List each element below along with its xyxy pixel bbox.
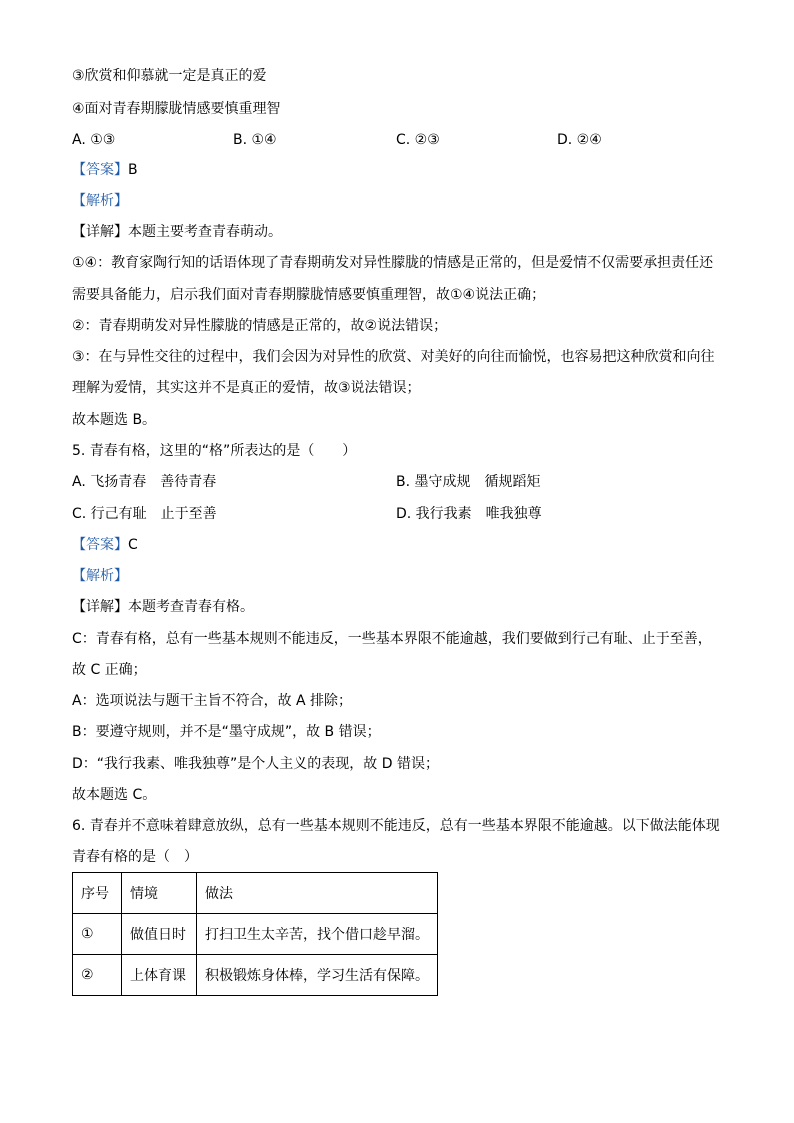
q5-stem: 5. 青春有格，这里的“格”所表达的是（ ） — [72, 443, 357, 459]
q5-explain-line: A：选项说法与题干主旨不符合，故 A 排除； — [72, 693, 353, 709]
table-header-row — [73, 873, 438, 914]
table-cell: 打扫卫生太辛苦，找个借口趁早溜。 — [197, 914, 438, 955]
q5-option-d: D. 我行我素 唯我独尊 — [396, 506, 542, 522]
q4-option-a: A. ①③ — [72, 132, 116, 148]
q4-explain-line: ③：在与异性交往的过程中，我们会因为对异性的欣赏、对美好的向往而愉悦，也容易把这种欣赏和向往 — [72, 349, 715, 365]
answer-label: 【答案】 — [72, 162, 128, 178]
statement-3: ③欣赏和仰慕就一定是真正的爱 — [72, 68, 267, 84]
q4-option-b: B. ①④ — [233, 132, 277, 148]
q5-option-b: B. 墨守成规 循规蹈矩 — [396, 474, 541, 490]
answer-value: C — [128, 537, 138, 553]
q5-explain-line: C：青春有格，总有一些基本规则不能违反，一些基本界限不能逾越，我们要做到行己有耻、止于至善， — [72, 631, 712, 647]
table-cell: ① — [73, 914, 122, 955]
q5-explain-line: 故 C 正确； — [72, 662, 147, 678]
q4-option-c: C. ②③ — [396, 132, 440, 148]
q6-stem: 6. 青春并不意味着肆意放纵，总有一些基本规则不能违反，总有一些基本界限不能逾越。以下做法能体现 — [72, 818, 720, 834]
detail-label: 【详解】 — [72, 599, 128, 615]
q5-option-a: A. 飞扬青春 善待青春 — [72, 474, 217, 490]
table-header-cell: 序号 — [73, 873, 122, 914]
q5-explain-line: D：“我行我素、唯我独尊”是个人主义的表现，故 D 错误； — [72, 756, 439, 772]
answer-value: B — [128, 162, 138, 178]
q4-detail — [72, 222, 282, 242]
q5-conclusion: 故本题选 C。 — [72, 787, 157, 803]
table-header-cell: 做法 — [197, 873, 438, 914]
statement-4: ④面对青春期朦胧情感要慎重理智 — [72, 101, 281, 117]
table-row — [73, 955, 438, 996]
q6-stem: 青春有格的是（ ） — [72, 849, 198, 865]
scenario-table — [72, 872, 438, 996]
detail-text: 本题考查青春有格。 — [128, 599, 254, 615]
q4-analysis-label: 【解析】 — [72, 193, 128, 209]
table-cell: 积极锻炼身体棒，学习生活有保障。 — [197, 955, 438, 996]
q5-detail — [72, 597, 254, 617]
detail-label: 【详解】 — [72, 224, 128, 240]
q4-explain-line: ①④：教育家陶行知的话语体现了青春期萌发对异性朦胧的情感是正常的，但是爱情不仅需要承担责任还 — [72, 255, 714, 271]
table-header-cell: 情境 — [122, 873, 197, 914]
table-row — [73, 914, 438, 955]
q4-conclusion: 故本题选 B。 — [72, 412, 157, 428]
q5-explain-line: B：要遵守规则，并不是“墨守成规”，故 B 错误； — [72, 724, 381, 740]
table-cell: 做值日时 — [122, 914, 197, 955]
q4-explain-line: 需要具备能力，启示我们面对青春期朦胧情感要慎重理智，故①④说法正确； — [72, 287, 546, 303]
q4-answer — [72, 160, 138, 180]
table-cell: ② — [73, 955, 122, 996]
table-cell: 上体育课 — [122, 955, 197, 996]
detail-text: 本题主要考查青春萌动。 — [128, 224, 282, 240]
q5-option-c: C. 行己有耻 止于至善 — [72, 506, 217, 522]
q5-analysis-label: 【解析】 — [72, 568, 128, 584]
q5-answer — [72, 535, 138, 555]
q4-explain-line: ②：青春期萌发对异性朦胧的情感是正常的，故②说法错误； — [72, 318, 448, 334]
q4-option-d: D. ②④ — [557, 132, 602, 148]
answer-label: 【答案】 — [72, 537, 128, 553]
q4-explain-line: 理解为爱情，其实这并不是真正的爱情，故③说法错误； — [72, 380, 421, 396]
